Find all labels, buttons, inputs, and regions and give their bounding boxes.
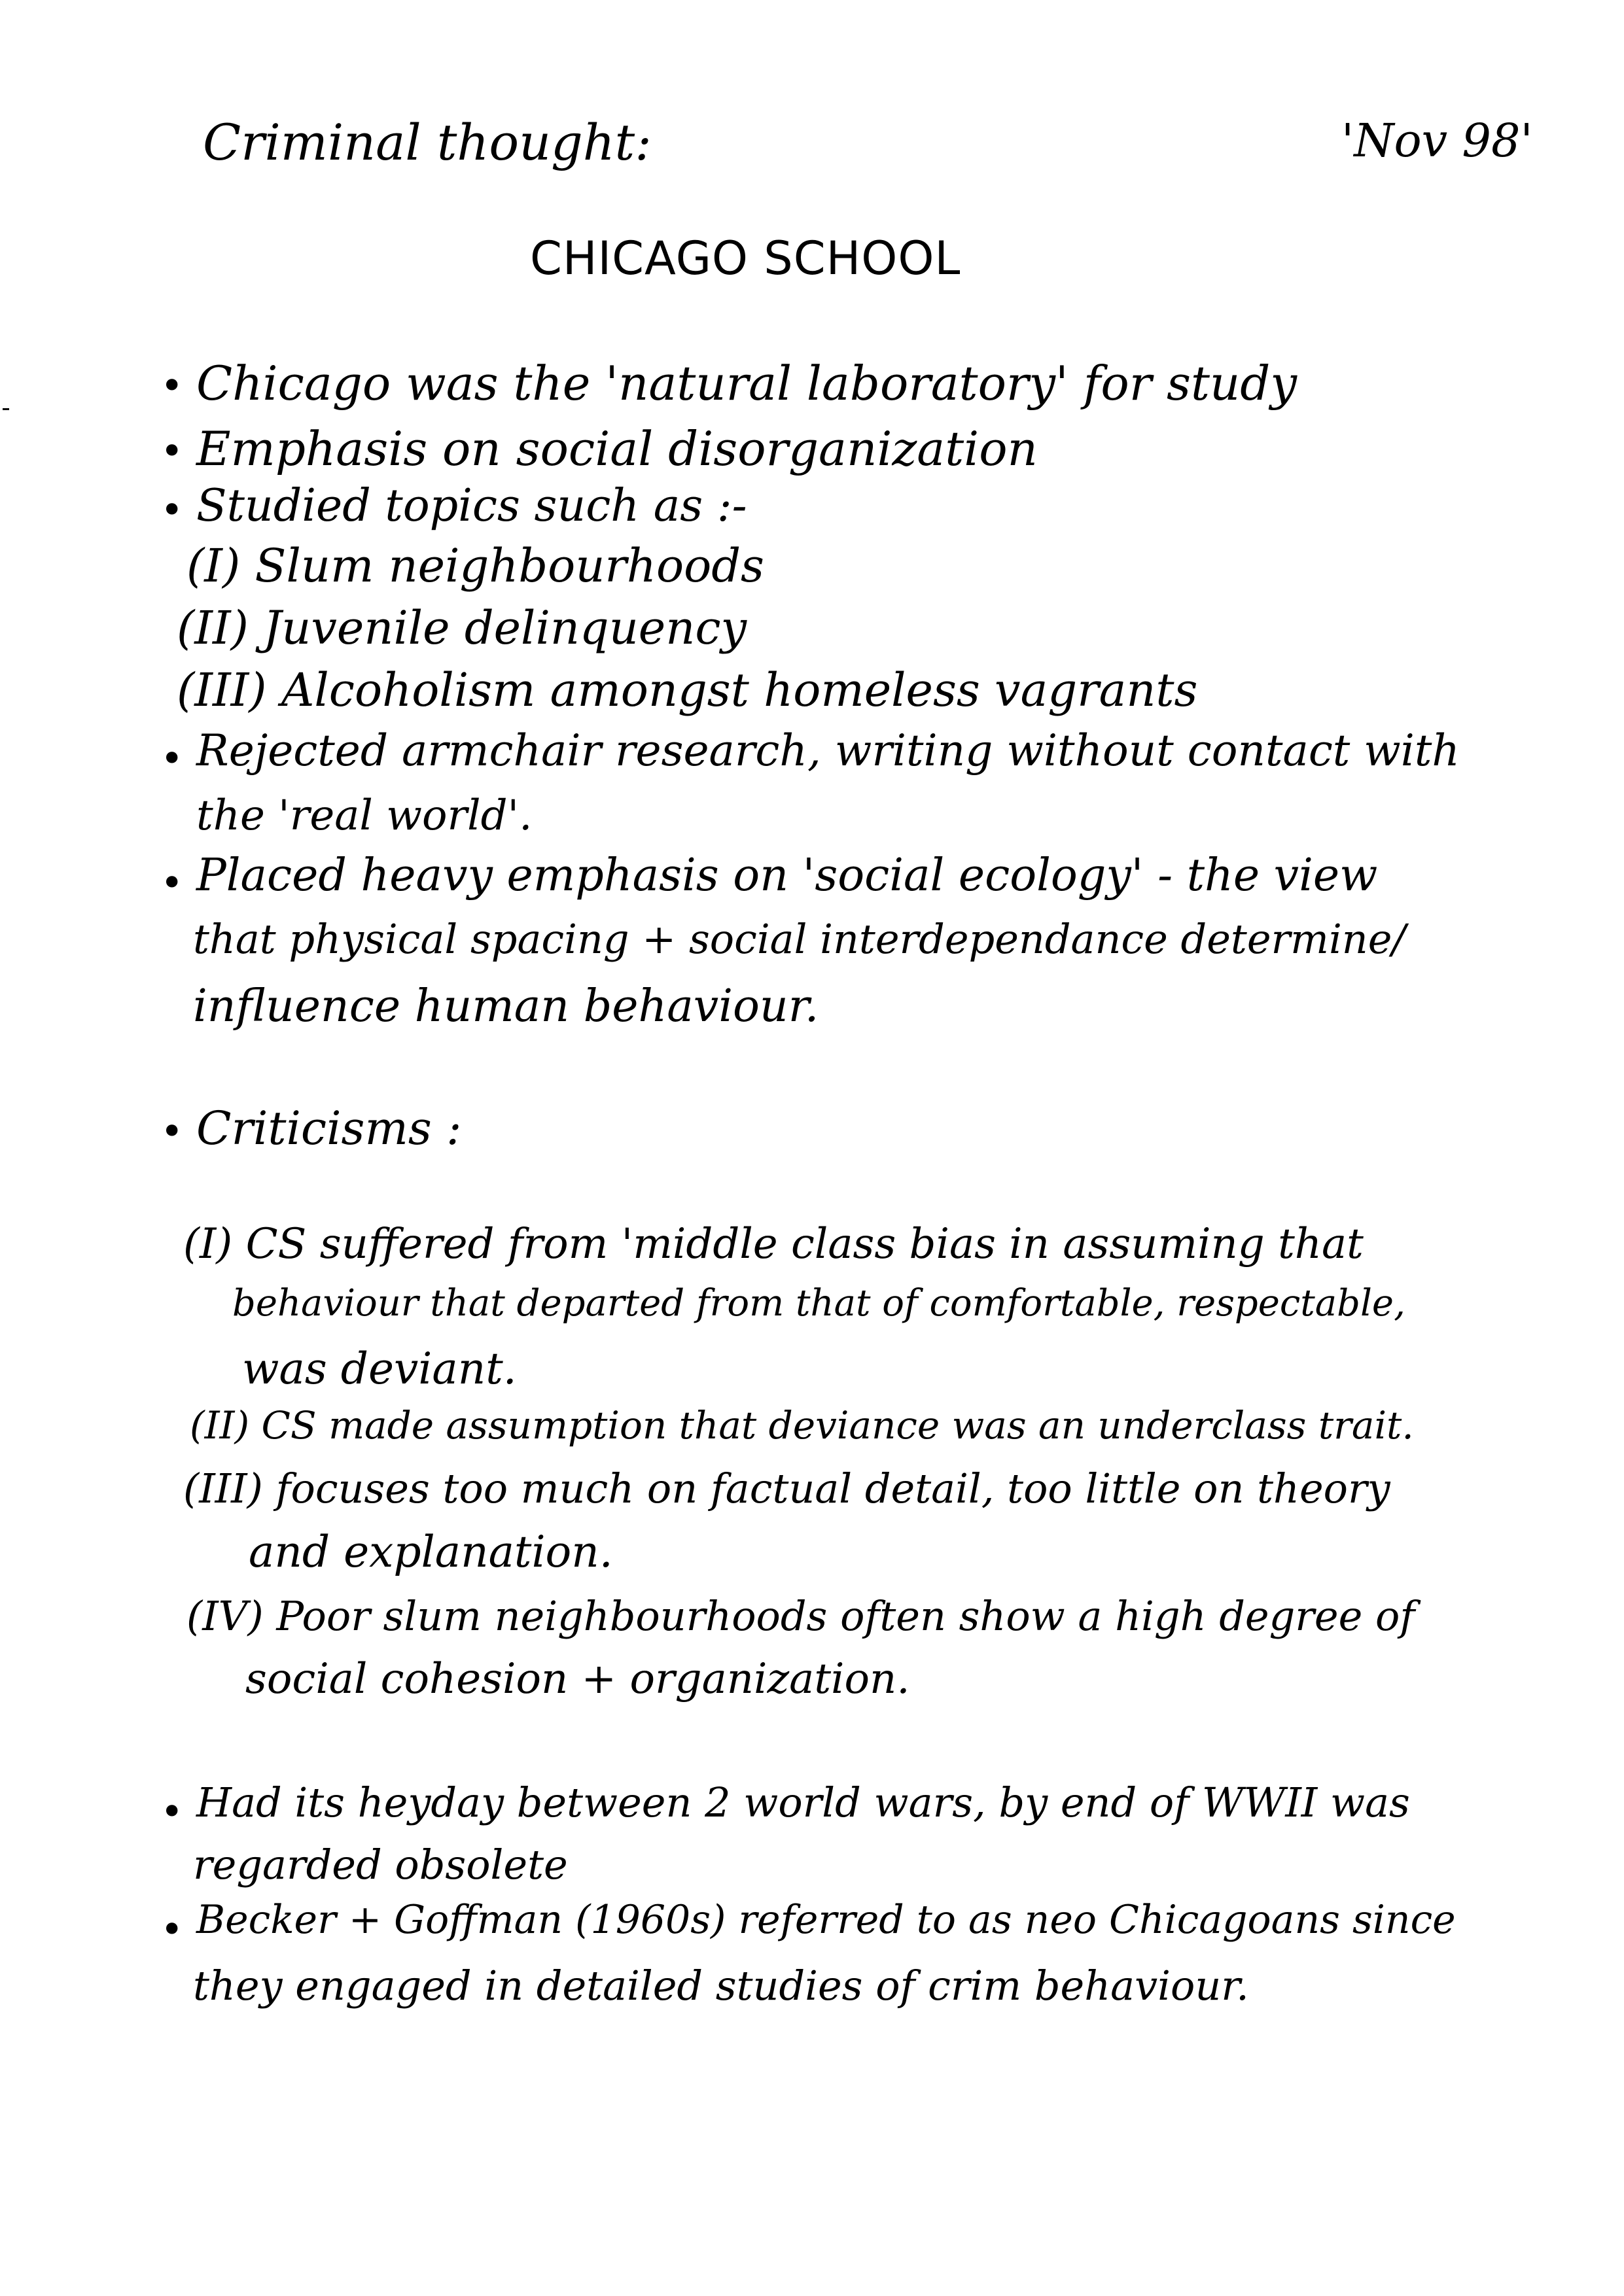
topic-item: (I) Slum neighbourhoods xyxy=(186,539,764,593)
bullet-dot: • xyxy=(160,736,184,782)
bullet-continuation: regarded obsolete xyxy=(193,1841,568,1888)
criticism-line: (III) focuses too much on factual detail, too little on theory xyxy=(183,1465,1390,1512)
bullet-continuation: influence human behaviour. xyxy=(193,981,819,1032)
criticism-line: (II) CS made assumption that deviance was an underclass trait. xyxy=(190,1403,1414,1448)
bullet-text: Becker + Goffman (1960s) referred to as neo Chicagoans since xyxy=(196,1897,1456,1943)
scan-mark xyxy=(3,408,9,410)
bullet-continuation: that physical spacing + social interdependance determine/ xyxy=(193,915,1406,963)
bullet-dot: • xyxy=(160,487,184,533)
bullet-text: Chicago was the 'natural laboratory' for study xyxy=(196,356,1297,411)
section-heading: CHICAGO SCHOOL xyxy=(530,232,961,285)
bullet-dot: • xyxy=(160,1109,184,1155)
bullet-text: Studied topics such as :- xyxy=(196,480,747,532)
criticism-line: social cohesion + organization. xyxy=(245,1655,910,1703)
topic-item: (III) Alcoholism amongst homeless vagrants xyxy=(177,663,1198,717)
page-title: Criminal thought: xyxy=(203,113,652,171)
topic-item: (II) Juvenile delinquency xyxy=(177,601,747,655)
bullet-dot: • xyxy=(160,428,184,474)
criticism-line: (IV) Poor slum neighbourhoods often show a high degree of xyxy=(186,1592,1415,1640)
criticism-line: was deviant. xyxy=(242,1344,517,1394)
criticism-line: and explanation. xyxy=(249,1527,613,1577)
bullet-text: Rejected armchair research, writing without contact with xyxy=(196,725,1460,776)
criticism-line: (I) CS suffered from 'middle class bias in assuming that xyxy=(183,1220,1364,1268)
bullet-continuation: the 'real world'. xyxy=(196,791,533,840)
bullet-continuation: they engaged in detailed studies of crim behaviour. xyxy=(193,1962,1249,2009)
criticism-line: behaviour that departed from that of comfortable, respectable, xyxy=(232,1282,1405,1325)
date-note: 'Nov 98' xyxy=(1341,114,1533,167)
bullet-dot: • xyxy=(160,363,184,409)
bullet-dot: • xyxy=(160,1789,184,1835)
bullet-dot: • xyxy=(160,860,184,906)
criticisms-label: Criticisms : xyxy=(196,1102,462,1155)
bullet-text: Placed heavy emphasis on 'social ecology' - the view xyxy=(196,850,1378,901)
bullet-dot: • xyxy=(160,1907,184,1953)
bullet-text: Had its heyday between 2 world wars, by end of WWII was xyxy=(196,1779,1410,1826)
bullet-text: Emphasis on social disorganization xyxy=(196,421,1038,476)
